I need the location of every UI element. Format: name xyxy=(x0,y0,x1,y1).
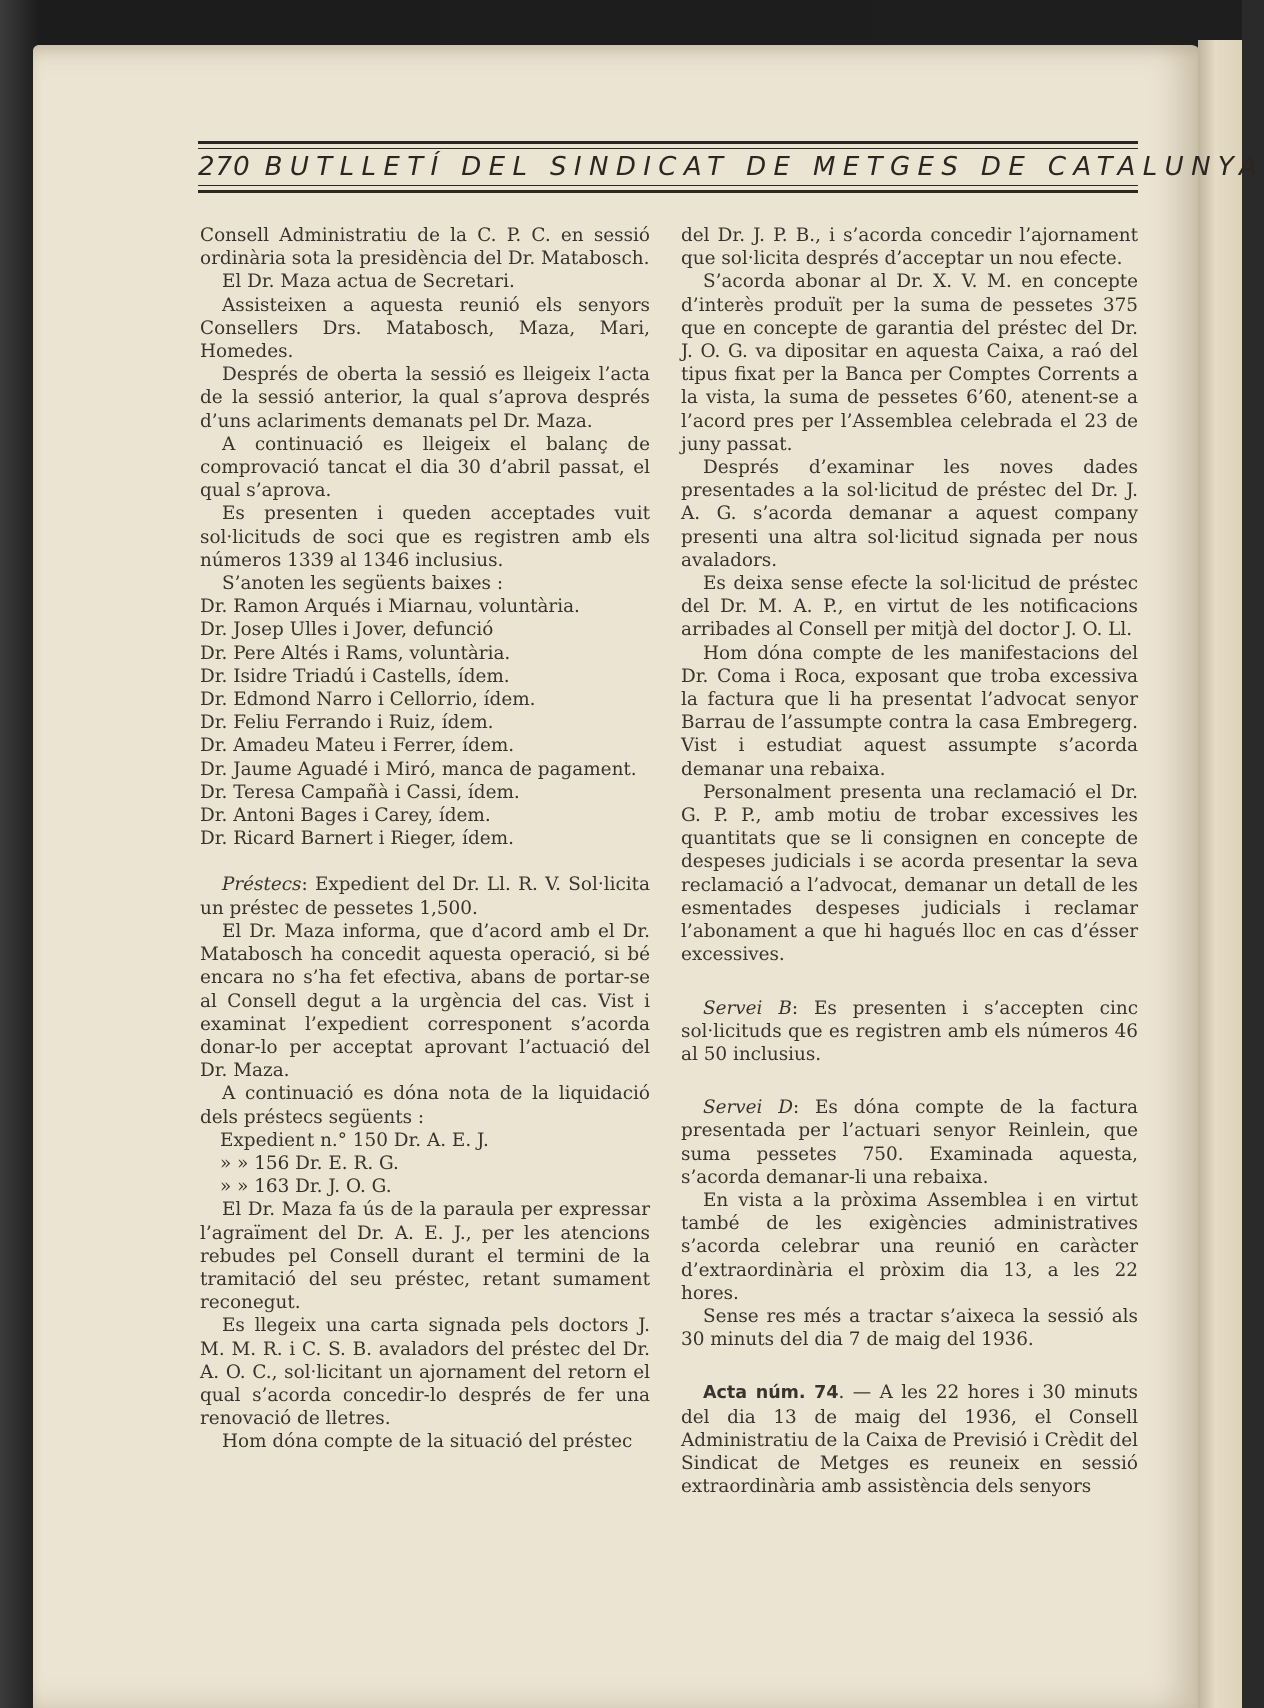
baixa-entry: Dr. Pere Altés i Rams, voluntària. xyxy=(200,642,511,664)
baixa-entry: Dr. Ricard Barnert i Rieger, ídem. xyxy=(200,828,514,850)
paragraph: A continuació es dóna nota de la liquidació dels préstecs següents : xyxy=(200,1083,650,1128)
header-rule-bottom xyxy=(198,190,1138,193)
paragraph: El Dr. Maza actua de Secretari. xyxy=(222,271,515,293)
left-column xyxy=(200,224,650,1454)
expedient-entry: » » 163 Dr. J. O. G. xyxy=(220,1176,392,1198)
section-label: Préstecs xyxy=(222,874,302,896)
paragraph: Després de oberta la sessió es lleigeix l’acta de la sessió anterior, la qual s’aprova després d’uns aclariments demanats pel Dr. Maza. xyxy=(200,364,650,432)
running-header xyxy=(198,149,1264,185)
paragraph-text: . — A les 22 hores i 30 minuts del dia 13 de maig del 1936, el Consell Administratiu de la Caixa de Previsió i Crèdit del Sindicat de Metges es reuneix en sessió extraordinària amb assistència dels senyors xyxy=(681,1382,1138,1498)
paragraph: El Dr. Maza fa ús de la paraula per expressar l’agraïment del Dr. A. E. J., per les atencions rebudes pel Consell durant el termini de la tramitació del seu préstec, retant sumament reconegut. xyxy=(200,1199,650,1314)
baixa-entry: Dr. Ramon Arqués i Miarnau, voluntària. xyxy=(200,596,580,618)
paragraph: Després d’examinar les noves dades presentades a la sol·licitud de préstec del Dr. J. A. G. s’acorda demanar a aquest company presenti una altra sol·licitud signada per nous avaladors. xyxy=(681,457,1138,571)
paragraph-text: : Es presenten i s’accepten cinc sol·licituds que es registren amb els números 46 al 50 inclusius. xyxy=(681,997,1138,1065)
acta-heading: Acta núm. 74 xyxy=(703,1383,839,1404)
section-label: Servei B xyxy=(703,997,792,1019)
page-number: 270 xyxy=(198,152,251,182)
servei-d-paragraph xyxy=(681,1096,1138,1189)
prestecs-paragraph xyxy=(200,873,650,919)
paragraph: Consell Administratiu de la C. P. C. en sessió ordinària sota la presidència del Dr. Matabosch. xyxy=(200,225,650,270)
baixa-entry: Dr. Antoni Bages i Carey, ídem. xyxy=(200,805,491,827)
expedient-entry: Expedient n.° 150 Dr. A. E. J. xyxy=(220,1129,489,1151)
baixa-entry: Dr. Jaume Aguadé i Miró, manca de pagament. xyxy=(200,758,637,780)
paragraph: Sense res més a tractar s’aixeca la sessió als 30 minuts del dia 7 de maig del 1936. xyxy=(681,1305,1138,1351)
expedient-entry: » » 156 Dr. E. R. G. xyxy=(220,1152,399,1174)
baixa-entry: Dr. Edmond Narro i Cellorrio, ídem. xyxy=(200,689,536,711)
paragraph-text: : Expedient del Dr. Ll. R. V. Sol·licita un préstec de pessetes 1,500. xyxy=(200,874,650,919)
paragraph: Hom dóna compte de les manifestacions del Dr. Coma i Roca, exposant que troba excessiva la factura que li ha presentat l’advocat senyor Barrau de l’assumpte contra la casa Embregerg. Vist i estudiat aquest assumpte s’acorda demanar una rebaixa. xyxy=(681,642,1138,780)
facing-page-edge xyxy=(1198,40,1242,1708)
paragraph: A continuació es lleigeix el balanç de comprovació tancat el dia 30 d’abril passat, el qual s’aprova. xyxy=(200,433,650,502)
baixa-entry: Dr. Isidre Triadú i Castells, ídem. xyxy=(200,665,510,687)
paragraph: El Dr. Maza informa, que d’acord amb el Dr. Matabosch ha concedit aquesta operació, si bé encara no s’ha fet efectiva, abans de portar-se al Consell degut a la urgència del cas. Vist i examinat l’expedient corresponent s’acorda donar-lo per acceptat aprovant l’actuació del Dr. Maza. xyxy=(200,920,650,1082)
acta-paragraph xyxy=(681,1381,1138,1498)
paragraph: Es llegeix una carta signada pels doctors J. M. M. R. i C. S. B. avaladors del préstec del Dr. A. O. C., sol·licitant un ajornament del retorn el qual s’acorda concedir-lo després de fer una renovació de lletres. xyxy=(200,1315,650,1430)
baixa-entry: Dr. Teresa Campañà i Cassi, ídem. xyxy=(200,781,520,803)
paragraph: del Dr. J. P. B., i s’acorda concedir l’ajornament que sol·licita després d’acceptar un nou efecte. xyxy=(681,225,1138,270)
paragraph: Assisteixen a aquesta reunió els senyors Consellers Drs. Matabosch, Maza, Mari, Homedes. xyxy=(200,294,650,363)
right-column xyxy=(681,224,1138,1498)
paragraph: Es deixa sense efecte la sol·licitud de préstec del Dr. M. A. P., en virtut de les notificacions arribades al Consell per mitjà del doctor J. O. Ll. xyxy=(681,573,1138,641)
header-rule-top xyxy=(198,141,1138,144)
baixa-entry: Dr. Josep Ulles i Jover, defunció xyxy=(200,619,494,641)
servei-b-paragraph xyxy=(681,997,1138,1067)
paragraph: S’anoten les següents baixes : xyxy=(222,573,504,595)
paragraph: Hom dóna compte de la situació del préstec xyxy=(222,1431,633,1453)
baixa-entry: Dr. Amadeu Mateu i Ferrer, ídem. xyxy=(200,735,515,757)
header-rule-bottom-thin xyxy=(198,185,1138,186)
section-label: Servei D xyxy=(703,1097,793,1119)
paragraph: Es presenten i queden acceptades vuit sol·licituds de soci que es registren amb els números 1339 al 1346 inclusius. xyxy=(200,503,650,571)
baixa-entry: Dr. Feliu Ferrando i Ruiz, ídem. xyxy=(200,712,494,734)
paragraph: S’acorda abonar al Dr. X. V. M. en concepte d’interès produït per la suma de pessetes 375 que en concepte de garantia del préstec del Dr. J. O. G. va dipositar en aquesta Caixa, a raó del tipus fixat per la Banca per Comptes Corrents a la vista, la suma de pessetes 6’60, atenent-se a l’acord pres per l’Assemblea celebrada el 23 de juny passat. xyxy=(681,271,1138,455)
paragraph: En vista a la pròxima Assemblea i en virtut també de les exigències administratives s’acorda celebrar una reunió en caràcter d’extraordinària el pròxim dia 13, a les 22 hores. xyxy=(681,1189,1138,1304)
journal-title: BUTLLETÍ DEL SINDICAT DE METGES DE CATALUNYA xyxy=(264,152,1264,182)
paragraph-text: : Es dóna compte de la factura presentada per l’actuari senyor Reinlein, que suma pessetes 750. Examinada aquesta, s’acorda demanar-li una rebaixa. xyxy=(681,1097,1138,1188)
paragraph: Personalment presenta una reclamació el Dr. G. P. P., amb motiu de trobar excessives les quantitats que se li consignen en concepte de despeses judicials i se acorda presentar la seva reclamació a l’advocat, demanar un detall de les esmentades despeses judicials i reclamar l’abonament a que hi hagués lloc en cas d’ésser excessives. xyxy=(681,781,1138,966)
